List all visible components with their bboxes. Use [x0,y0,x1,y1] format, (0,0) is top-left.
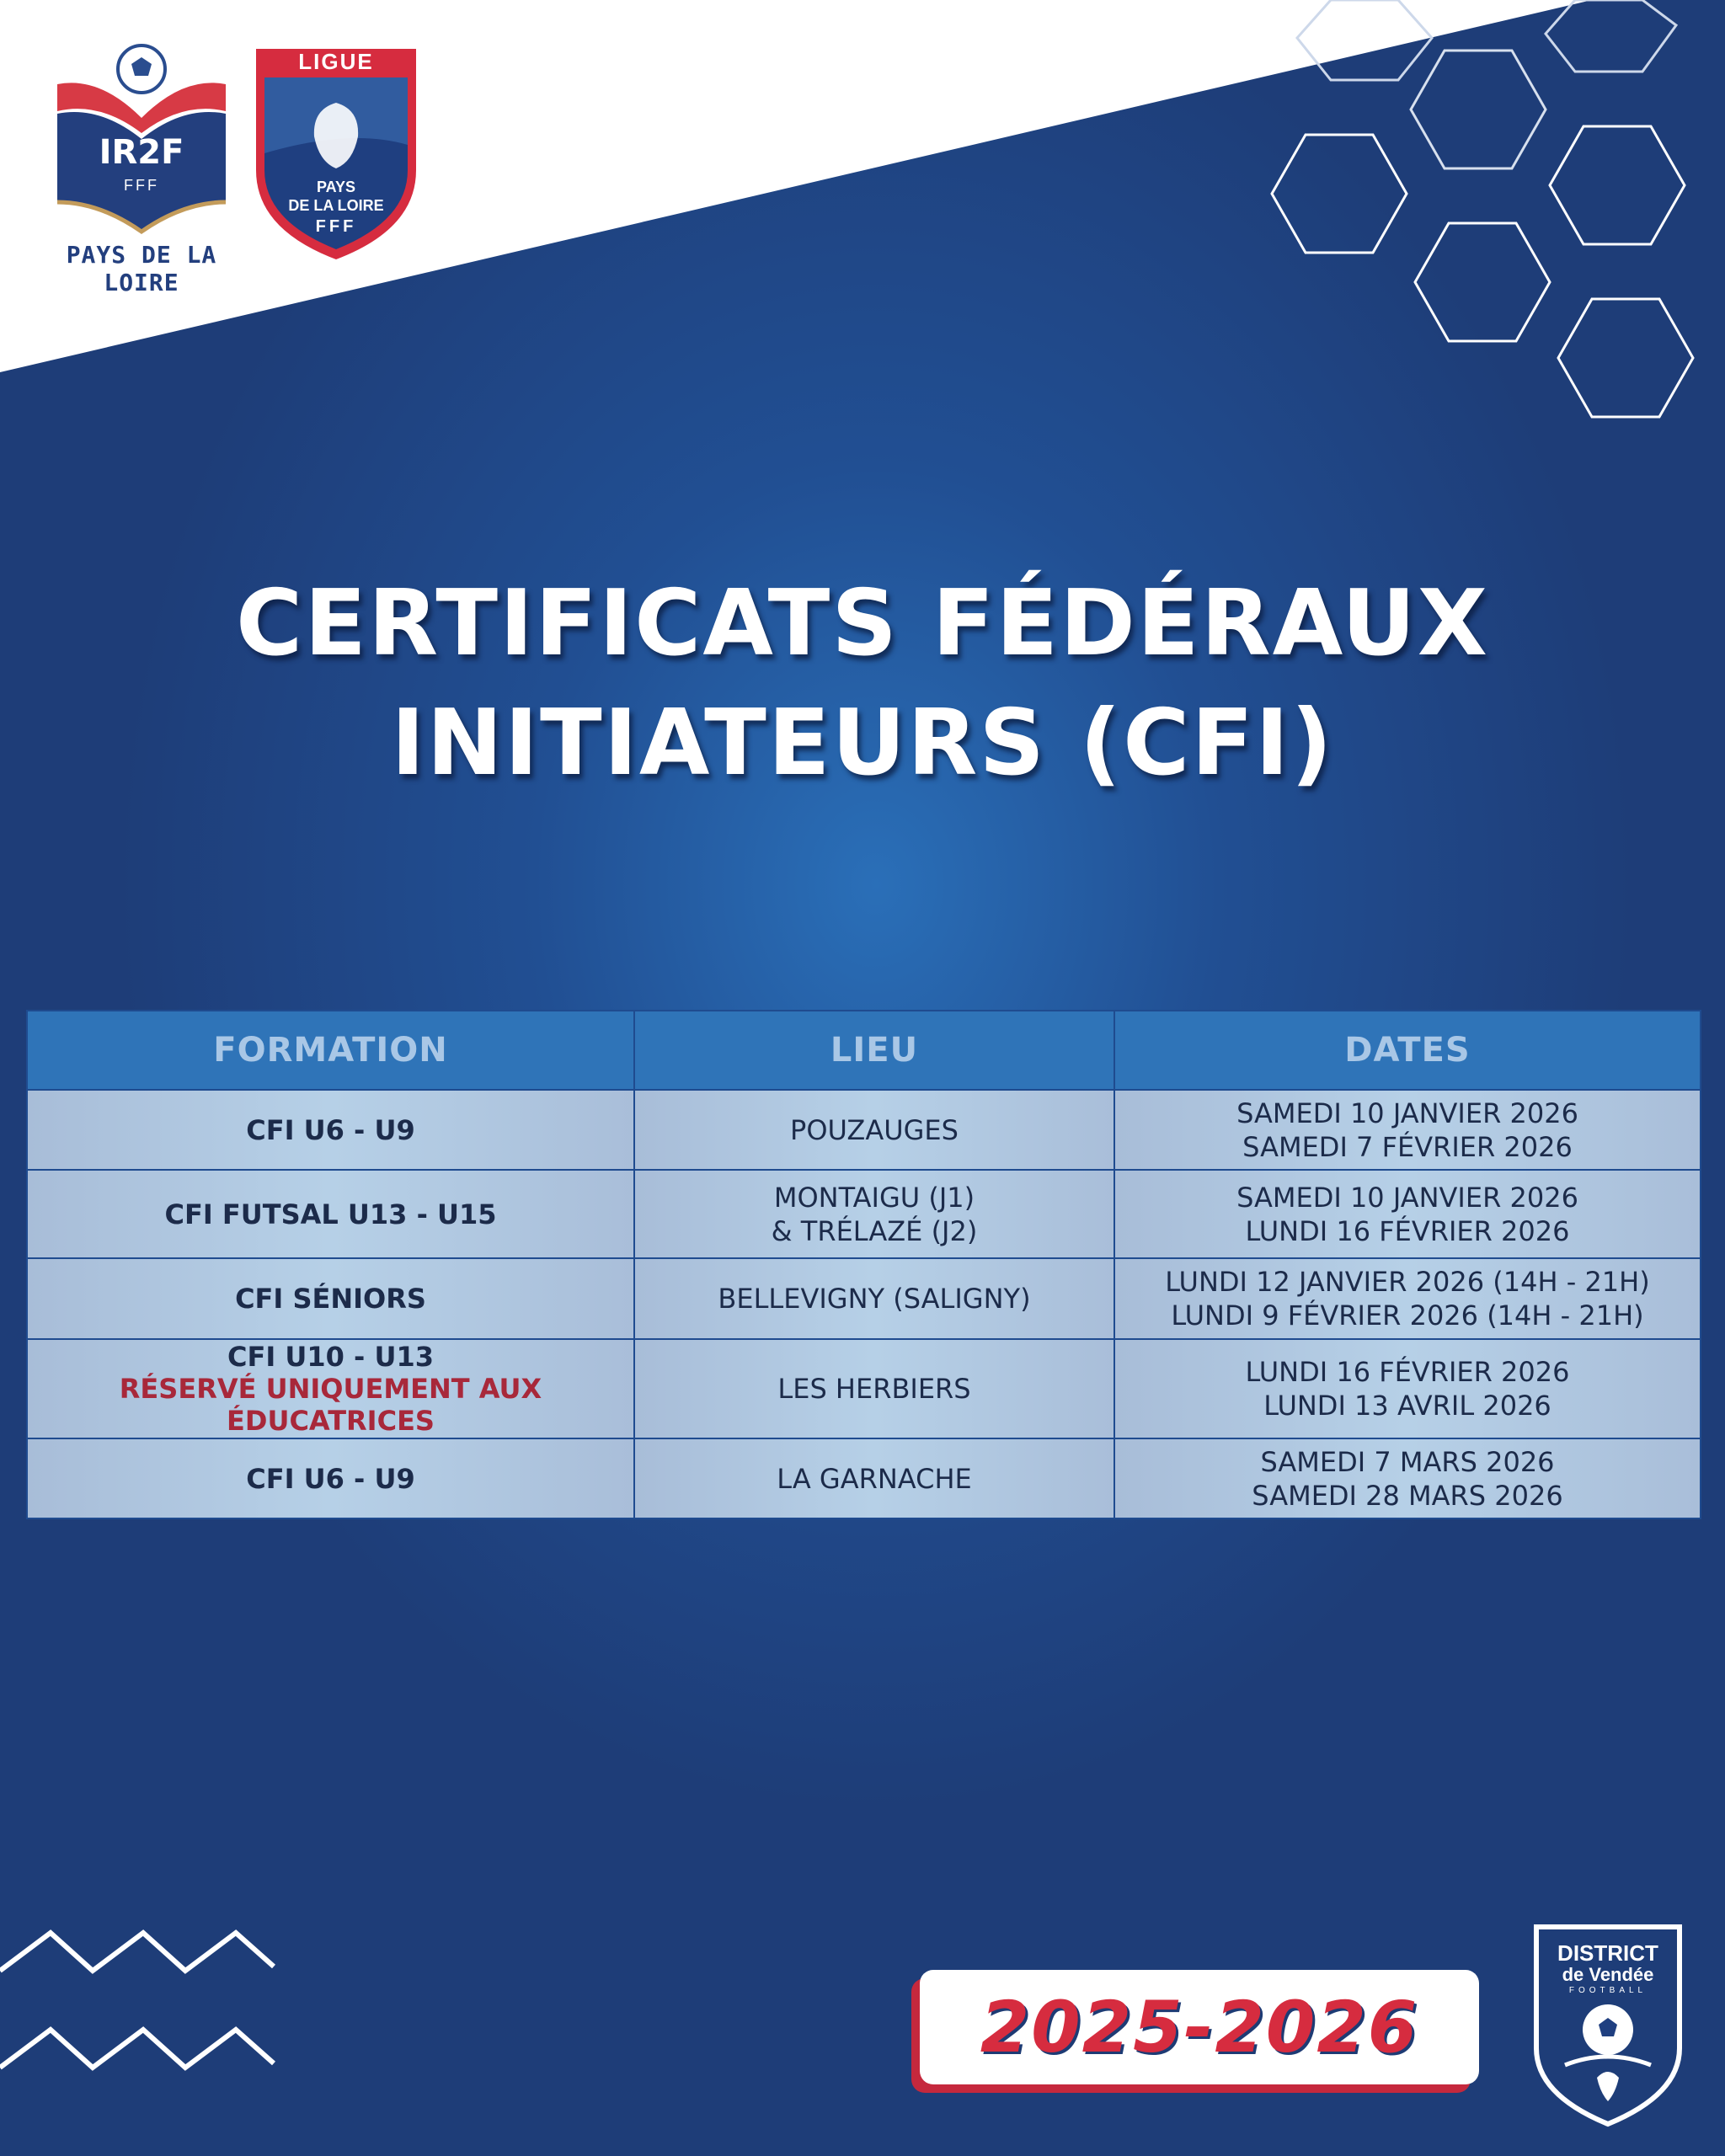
date-line: LUNDI 12 JANVIER 2026 (14H - 21H) [1165,1266,1650,1298]
district-vendee-logo [1531,1922,1685,2127]
season-label: 2025-2026 [980,1986,1419,2068]
lieu-cell [634,1339,1114,1438]
lieu-line: POUZAUGES [790,1113,959,1146]
header-formation: FORMATION [27,1011,634,1090]
formation-cell: CFI U6 - U9 [27,1090,634,1170]
ligue-line1: PAYS [316,179,356,195]
lieu-cell [634,1258,1114,1339]
ir2f-federation: FFF [124,177,159,194]
dates-cell [1114,1438,1701,1518]
lieu-line: & TRÉLAZÉ (J2) [771,1214,978,1247]
formations-table [26,1010,1701,1519]
header-dates: DATES [1114,1011,1701,1090]
ligue-federation: FFF [315,217,357,236]
formation-cell: CFI FUTSAL U13 - U15 [27,1170,634,1258]
formation-cell: CFI SÉNIORS [27,1258,634,1339]
dates-cell [1114,1170,1701,1258]
lieu-line: BELLEVIGNY (SALIGNY) [718,1283,1031,1315]
date-line: LUNDI 16 FÉVRIER 2026 [1245,1214,1570,1247]
page-title [0,564,1725,803]
lieu-line: LES HERBIERS [777,1373,971,1405]
formation-cell [27,1339,634,1438]
table-header-row [27,1011,1701,1090]
dates-cell [1114,1258,1701,1339]
dates-cell [1114,1339,1701,1438]
date-line: SAMEDI 7 MARS 2026 [1260,1445,1555,1478]
lieu-cell [634,1090,1114,1170]
ligue-banner: LIGUE [298,49,374,74]
date-line: SAMEDI 10 JANVIER 2026 [1236,1097,1578,1129]
district-line2: de Vendée [1562,1964,1654,1985]
title-line-1: CERTIFICATS FÉDÉRAUX [235,571,1490,676]
ir2f-logo [49,34,234,296]
table-row [27,1438,1701,1518]
date-line: SAMEDI 10 JANVIER 2026 [1236,1181,1578,1214]
table-row [27,1170,1701,1258]
header-lieu: LIEU [634,1011,1114,1090]
date-line: LUNDI 13 AVRIL 2026 [1263,1390,1551,1422]
ligue-logo [249,44,423,263]
lieu-cell [634,1170,1114,1258]
date-line: LUNDI 9 FÉVRIER 2026 (14H - 21H) [1171,1299,1644,1331]
ligue-line2: DE LA LOIRE [288,197,384,214]
lieu-line: LA GARNACHE [777,1462,972,1495]
reserved-note: RÉSERVÉ UNIQUEMENT AUX ÉDUCATRICES [119,1373,542,1437]
formation-cell: CFI U6 - U9 [27,1438,634,1518]
district-line3: FOOTBALL [1568,1986,1648,1995]
date-line: SAMEDI 28 MARS 2026 [1252,1479,1563,1512]
lieu-line: MONTAIGU (J1) [773,1181,975,1214]
dates-cell [1114,1090,1701,1170]
title-line-2: INITIATEURS (CFI) [391,691,1334,796]
table-row [27,1339,1701,1438]
lieu-cell [634,1438,1114,1518]
date-line: LUNDI 16 FÉVRIER 2026 [1245,1356,1570,1388]
season-badge [920,1970,1479,2084]
table-row [27,1258,1701,1339]
ir2f-initials: IR2F [99,133,184,172]
zigzag-decoration [0,1920,286,2080]
district-line1: DISTRICT [1557,1940,1658,1966]
date-line: SAMEDI 7 FÉVRIER 2026 [1242,1130,1573,1163]
table-row [27,1090,1701,1170]
formation-name: CFI U10 - U13 [227,1341,434,1373]
ir2f-region: PAYS DE LA LOIRE [66,241,217,296]
